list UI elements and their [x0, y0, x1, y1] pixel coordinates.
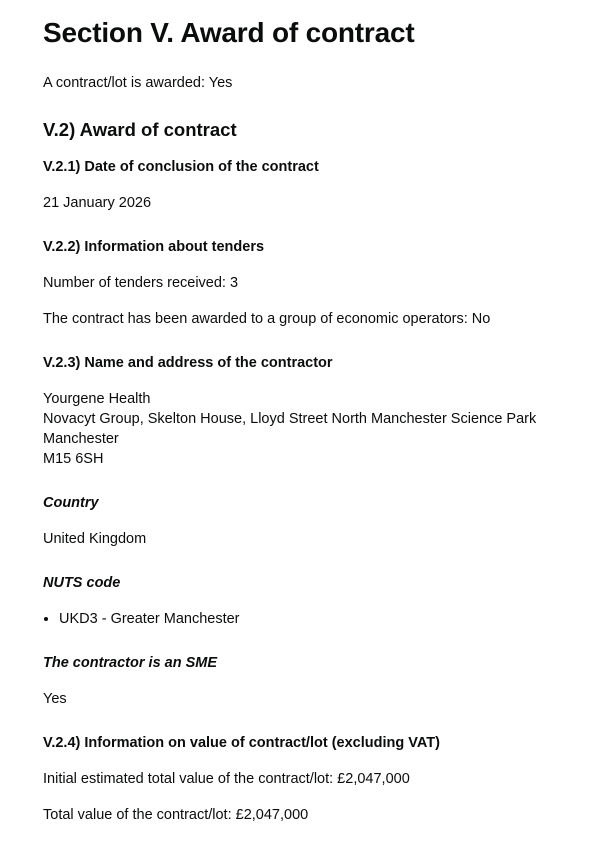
- sme-label: The contractor is an SME: [43, 655, 218, 671]
- group-awarded: The contract has been awarded to a group of economic operators: No: [43, 311, 491, 327]
- nuts-list: [43, 609, 240, 629]
- value-heading: V.2.4) Information on value of contract/lot (excluding VAT): [43, 735, 440, 751]
- contractor-address-line: Novacyt Group, Skelton House, Lloyd Street North Manchester Science Park: [43, 411, 537, 427]
- sme-value: Yes: [43, 691, 67, 707]
- date-value: 21 January 2026: [43, 195, 152, 211]
- country-value: United Kingdom: [43, 531, 147, 547]
- date-heading: V.2.1) Date of conclusion of the contract: [43, 159, 319, 175]
- tenders-received: Number of tenders received: 3: [43, 275, 239, 291]
- awarded-line: A contract/lot is awarded: Yes: [43, 75, 233, 91]
- nuts-label: NUTS code: [43, 575, 121, 591]
- section-title: Section V. Award of contract: [43, 17, 415, 48]
- contractor-address: [43, 389, 536, 469]
- contractor-city: Manchester: [43, 431, 119, 447]
- country-label: Country: [43, 495, 99, 511]
- contractor-postcode: M15 6SH: [43, 451, 104, 467]
- tenders-heading: V.2.2) Information about tenders: [43, 239, 265, 255]
- award-heading: V.2) Award of contract: [43, 119, 237, 140]
- list-item: • UKD3 - Greater Manchester: [59, 609, 240, 629]
- total-value: Total value of the contract/lot: £2,047,000: [43, 807, 309, 823]
- contractor-name: Yourgene Health: [43, 391, 151, 407]
- initial-value: Initial estimated total value of the contract/lot: £2,047,000: [43, 771, 410, 787]
- contractor-heading: V.2.3) Name and address of the contractor: [43, 355, 333, 371]
